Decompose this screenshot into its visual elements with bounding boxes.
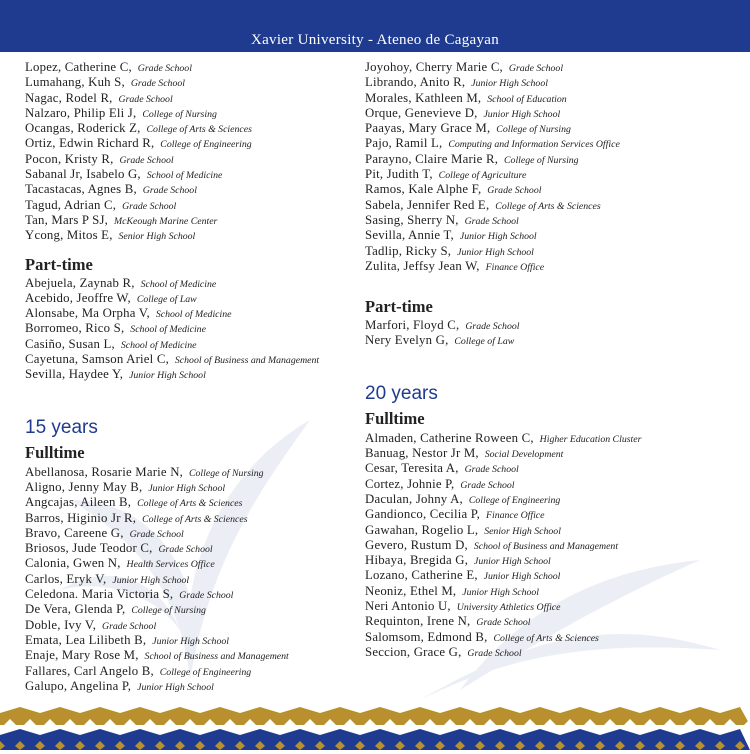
person-name: Briosos, Jude Teodor C, xyxy=(25,541,153,556)
list-item xyxy=(25,106,360,121)
list-item xyxy=(25,75,360,90)
person-name: Lopez, Catherine C, xyxy=(25,60,132,74)
department: Junior High School xyxy=(152,635,229,647)
person-name: Pajo, Ramil L, xyxy=(365,136,443,151)
list-item xyxy=(25,556,360,571)
department: Junior High School xyxy=(129,370,206,382)
list-item xyxy=(25,541,360,556)
list-item xyxy=(25,198,360,213)
department: Grade School xyxy=(158,544,213,556)
department: Junior High School xyxy=(112,574,190,586)
department: Finance Office xyxy=(486,510,545,522)
list-item xyxy=(25,91,360,106)
department: Junior High School xyxy=(148,482,226,494)
list-item xyxy=(25,465,360,480)
department: School of Business and Management xyxy=(144,651,289,663)
department: Junior High School xyxy=(483,108,561,120)
list-item xyxy=(25,495,360,510)
section-heading-20-years: 20 years xyxy=(365,382,438,404)
department: Computing and Information Services Office xyxy=(448,139,620,151)
section-heading-fulltime: Fulltime xyxy=(25,442,85,462)
department: School of Business and Management xyxy=(174,355,320,367)
person-name: Cortez, Johnie P, xyxy=(365,476,455,491)
person-name: Tan, Mars P SJ, xyxy=(25,212,109,227)
list-item xyxy=(25,633,360,648)
person-name: Sabanal Jr, Isabelo G, xyxy=(25,167,141,182)
list-item xyxy=(25,352,360,367)
person-name: Neoniz, Ethel M, xyxy=(365,583,457,598)
list-item xyxy=(25,648,360,663)
department: College of Arts & Sciences xyxy=(146,124,252,136)
person-name: Cesar, Teresita A, xyxy=(365,461,459,476)
department: College of Arts & Sciences xyxy=(495,200,601,212)
department: Junior High School xyxy=(474,556,551,568)
department: Grade School xyxy=(119,154,174,166)
department: School of Business and Management xyxy=(473,540,619,552)
person-name: Sevilla, Haydee Y, xyxy=(25,367,124,382)
list-item xyxy=(25,480,360,495)
list-item xyxy=(365,568,745,583)
department: College of Nursing xyxy=(131,605,206,617)
person-name: Tadlip, Ricky S, xyxy=(365,243,452,258)
list-item xyxy=(365,538,745,553)
person-name: Paayas, Mary Grace M, xyxy=(365,121,491,136)
department: Grade School xyxy=(476,617,531,629)
person-name: Nalzaro, Philip Eli J, xyxy=(25,105,137,120)
list-item xyxy=(25,572,360,587)
page-title: Xavier University - Ateneo de Cagayan xyxy=(250,32,500,48)
list-item xyxy=(365,507,745,522)
list-item xyxy=(365,318,745,333)
left-fulltime-cont-list xyxy=(25,60,360,244)
list-item xyxy=(365,182,745,197)
department: Grade School xyxy=(465,321,520,333)
person-name: Pit, Judith T, xyxy=(365,167,433,182)
section-heading-fulltime: Fulltime xyxy=(365,408,425,428)
right-column xyxy=(365,60,745,660)
left-column xyxy=(25,60,360,694)
department: Grade School xyxy=(137,63,192,74)
person-name: Tagud, Adrian C, xyxy=(25,197,117,212)
person-name: Almaden, Catherine Roween C, xyxy=(365,430,534,445)
department: Junior High School xyxy=(483,571,561,583)
department: Junior High School xyxy=(137,681,214,693)
person-name: Acebido, Jeoffre W, xyxy=(25,290,131,305)
department: Grade School xyxy=(460,479,515,491)
list-item xyxy=(365,599,745,614)
department: College of Nursing xyxy=(504,154,579,166)
department: Grade School xyxy=(130,78,185,90)
department: Junior High School xyxy=(462,586,539,598)
list-item xyxy=(25,587,360,602)
department: College of Engineering xyxy=(160,139,252,151)
zigzag-border-icon xyxy=(0,705,750,750)
list-item xyxy=(365,492,745,507)
department: College of Nursing xyxy=(496,124,571,136)
list-item xyxy=(25,121,360,136)
department: School of Education xyxy=(487,93,567,105)
department: Higher Education Cluster xyxy=(539,433,642,445)
department: Junior High School xyxy=(459,231,537,243)
person-name: Gawahan, Rogelio L, xyxy=(365,522,479,537)
list-item xyxy=(25,367,360,382)
decorative-border xyxy=(0,705,750,750)
list-item xyxy=(365,461,745,476)
person-name: Abejuela, Zaynab R, xyxy=(25,275,135,290)
list-item xyxy=(365,645,745,660)
department: McKeough Marine Center xyxy=(113,215,218,227)
list-item xyxy=(365,198,745,213)
person-name: Sasing, Sherry N, xyxy=(365,212,459,227)
list-item xyxy=(365,167,745,182)
list-item xyxy=(25,60,360,75)
person-name: Bravo, Careene G, xyxy=(25,525,124,540)
list-item xyxy=(365,121,745,136)
department: School of Medicine xyxy=(120,339,197,351)
person-name: Borromeo, Rico S, xyxy=(25,321,125,336)
person-name: Sevilla, Annie T, xyxy=(365,228,454,243)
person-name: Hibaya, Bregida G, xyxy=(365,553,469,568)
person-name: Parayno, Claire Marie R, xyxy=(365,151,499,166)
list-item xyxy=(25,337,360,352)
list-item xyxy=(25,276,360,291)
department: Grade School xyxy=(467,647,522,659)
person-name: Gevero, Rustum D, xyxy=(365,537,468,552)
department: College of Nursing xyxy=(188,467,264,479)
department: College of Arts & Sciences xyxy=(142,513,248,525)
list-item xyxy=(365,228,745,243)
person-name: Carlos, Eryk V, xyxy=(25,571,107,586)
section-heading-parttime: Part-time xyxy=(365,297,433,317)
department: Health Services Office xyxy=(126,559,215,571)
department: Grade School xyxy=(122,200,177,212)
list-item xyxy=(25,526,360,541)
section-heading-15-years: 15 years xyxy=(25,416,98,438)
department: School of Medicine xyxy=(155,309,232,321)
person-name: Aligno, Jenny May B, xyxy=(25,479,143,494)
department: Grade School xyxy=(102,620,157,632)
person-name: Abellanosa, Rosarie Marie N, xyxy=(25,464,184,479)
department: School of Medicine xyxy=(146,170,223,182)
person-name: Gandionco, Cecilia P, xyxy=(365,507,481,522)
department: Grade School xyxy=(179,590,234,602)
person-name: Librando, Anito R, xyxy=(365,75,466,90)
person-name: Marfori, Floyd C, xyxy=(365,318,460,333)
department: Grade School xyxy=(118,93,173,105)
right-fulltime-list xyxy=(365,431,745,660)
list-item xyxy=(365,523,745,538)
list-item xyxy=(365,553,745,568)
department: College of Nursing xyxy=(142,108,217,120)
list-item xyxy=(365,60,745,75)
list-item xyxy=(365,477,745,492)
department: College of Engineering xyxy=(468,494,561,506)
person-name: Nery Evelyn G, xyxy=(365,333,449,348)
person-name: Casiño, Susan L, xyxy=(25,336,115,351)
list-item xyxy=(365,213,745,228)
section-heading-parttime: Part-time xyxy=(25,254,93,274)
list-item xyxy=(25,213,360,228)
right-fulltime-cont-list xyxy=(365,60,745,274)
person-name: Morales, Kathleen M, xyxy=(365,90,482,105)
department: School of Medicine xyxy=(140,278,217,290)
list-item xyxy=(25,306,360,321)
list-item xyxy=(365,446,745,461)
list-item xyxy=(365,630,745,645)
person-name: Alonsabe, Ma Orpha V, xyxy=(25,306,150,321)
list-item xyxy=(25,167,360,182)
person-name: Ramos, Kale Alphe F, xyxy=(365,182,482,197)
list-item xyxy=(25,228,360,243)
list-item xyxy=(365,431,745,446)
person-name: Neri Antonio U, xyxy=(365,599,451,614)
list-item xyxy=(25,679,360,694)
department: University Athletics Office xyxy=(456,602,561,614)
list-item xyxy=(365,333,745,348)
list-item xyxy=(25,511,360,526)
list-item xyxy=(25,618,360,633)
person-name: Joyohoy, Cherry Marie C, xyxy=(365,60,503,74)
person-name: Galupo, Angelina P, xyxy=(25,678,132,693)
list-item xyxy=(365,584,745,599)
department: Junior High School xyxy=(471,78,548,90)
department: College of Arts & Sciences xyxy=(137,498,243,510)
person-name: Emata, Lea Lilibeth B, xyxy=(25,632,147,647)
list-item xyxy=(365,75,745,90)
list-item xyxy=(25,602,360,617)
department: College of Arts & Sciences xyxy=(493,632,599,644)
department: Senior High School xyxy=(484,525,561,537)
department: Junior High School xyxy=(457,246,534,258)
person-name: Ortiz, Edwin Richard R, xyxy=(25,136,155,151)
header-bar xyxy=(0,0,750,52)
list-item xyxy=(365,259,745,274)
person-name: Requinton, Irene N, xyxy=(365,614,471,629)
person-name: Barros, Higinio Jr R, xyxy=(25,510,137,525)
department: College of Agriculture xyxy=(438,170,527,182)
person-name: Seccion, Grace G, xyxy=(365,644,462,659)
list-item xyxy=(365,244,745,259)
person-name: Doble, Ivy V, xyxy=(25,617,97,632)
person-name: Daculan, Johny A, xyxy=(365,491,463,506)
department: Grade School xyxy=(508,63,564,74)
list-item xyxy=(25,136,360,151)
person-name: Zulita, Jeffsy Jean W, xyxy=(365,258,480,273)
list-item xyxy=(25,291,360,306)
person-name: Tacastacas, Agnes B, xyxy=(25,182,137,197)
department: Social Development xyxy=(484,449,564,461)
department: College of Law xyxy=(136,293,197,305)
person-name: Ocangas, Roderick Z, xyxy=(25,121,141,136)
list-item xyxy=(365,152,745,167)
list-item xyxy=(365,106,745,121)
department: Grade School xyxy=(129,528,184,540)
person-name: Banuag, Nestor Jr M, xyxy=(365,446,479,461)
list-item xyxy=(25,321,360,336)
left-fulltime-list xyxy=(25,465,360,694)
department: College of Law xyxy=(454,336,515,348)
list-item xyxy=(365,91,745,106)
person-name: Celedona. Maria Victoria S, xyxy=(25,587,174,602)
person-name: Pocon, Kristy R, xyxy=(25,151,114,166)
list-item xyxy=(25,182,360,197)
left-parttime-list xyxy=(25,276,360,383)
list-item xyxy=(25,664,360,679)
department: College of Engineering xyxy=(159,666,252,678)
person-name: Nagac, Rodel R, xyxy=(25,90,113,105)
department: Finance Office xyxy=(485,261,545,273)
person-name: Fallares, Carl Angelo B, xyxy=(25,663,154,678)
department: Grade School xyxy=(487,185,542,197)
person-name: Lozano, Catherine E, xyxy=(365,568,478,583)
person-name: Salomsom, Edmond B, xyxy=(365,629,488,644)
department: Grade School xyxy=(142,185,197,197)
department: Grade School xyxy=(464,215,519,227)
person-name: Enaje, Mary Rose M, xyxy=(25,648,139,663)
list-item xyxy=(365,614,745,629)
right-parttime-list xyxy=(365,318,745,349)
department: Grade School xyxy=(464,464,519,476)
person-name: De Vera, Glenda P, xyxy=(25,602,126,617)
department: School of Medicine xyxy=(130,324,206,336)
department: Senior High School xyxy=(118,231,196,243)
person-name: Sabela, Jennifer Red E, xyxy=(365,197,490,212)
person-name: Ycong, Mitos E, xyxy=(25,228,113,243)
person-name: Calonia, Gwen N, xyxy=(25,556,121,571)
list-item xyxy=(365,136,745,151)
person-name: Angcajas, Aileen B, xyxy=(25,495,132,510)
person-name: Cayetuna, Samson Ariel C, xyxy=(25,352,169,367)
list-item xyxy=(25,152,360,167)
person-name: Orque, Genevieve D, xyxy=(365,105,478,120)
person-name: Lumahang, Kuh S, xyxy=(25,75,125,90)
